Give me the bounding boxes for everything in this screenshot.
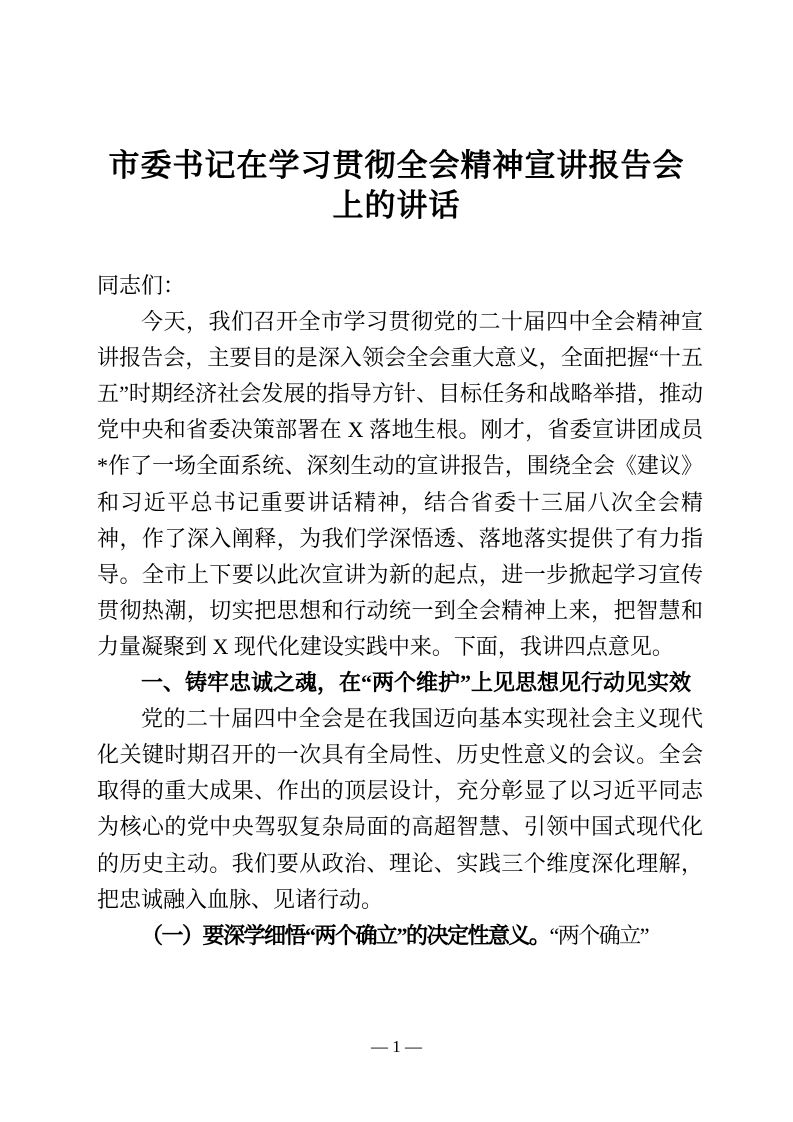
- subsection-heading-1-tail: “两个确立”: [549, 922, 649, 948]
- section-heading-1: 一、铸牢忠诚之魂，在“两个维护”上见思想见行动见实效: [141, 670, 692, 696]
- page-number: — 1 —: [371, 1037, 422, 1056]
- subsection-heading-1: [97, 918, 703, 954]
- paragraph-section-1: 党的二十届四中全会是在我国迈向基本实现社会主义现代化关键时期召开的一次具有全局性、历史性意义的会议。全会取得的重大成果、作出的顶层设计，充分彰显了以习近平同志为核心的党中央驾驭复杂局面的高超智慧、引领中国式现代化的历史主动。我们要从政治、理论、实践三个维度深化理解，把忠诚融入血脉、见诸行动。: [97, 706, 703, 912]
- document-title: 市委书记在学习贯彻全会精神宣讲报告会上的讲话: [108, 148, 685, 223]
- paragraph-intro: 今天，我们召开全市学习贯彻党的二十届四中全会精神宣讲报告会，主要目的是深入领会全会重大意义，全面把握“十五五”时期经济社会发展的指导方针、目标任务和战略举措，推动党中央和省委决策部署在 X 落地生根。刚才，省委宣讲团成员*作了一场全面系统、深刻生动的宣讲报告，围绕全会《建议》和习近平总书记重要讲话精神，结合省委十三届八次全会精神，作了深入阐释，为我们学深悟透、落地落实提供了有力指导。全市上下要以此次宣讲为新的起点，进一步掀起学习宣传贯彻热潮，切实把思想和行动统一到全会精神上来，把智慧和力量凝聚到 X 现代化建设实践中来。下面，我讲四点意见。: [97, 309, 703, 659]
- subsection-heading-1-bold: （一）要深学细悟“两个确立”的决定性意义。: [141, 922, 550, 948]
- document-body: [97, 268, 703, 954]
- salutation: 同志们：: [97, 273, 186, 298]
